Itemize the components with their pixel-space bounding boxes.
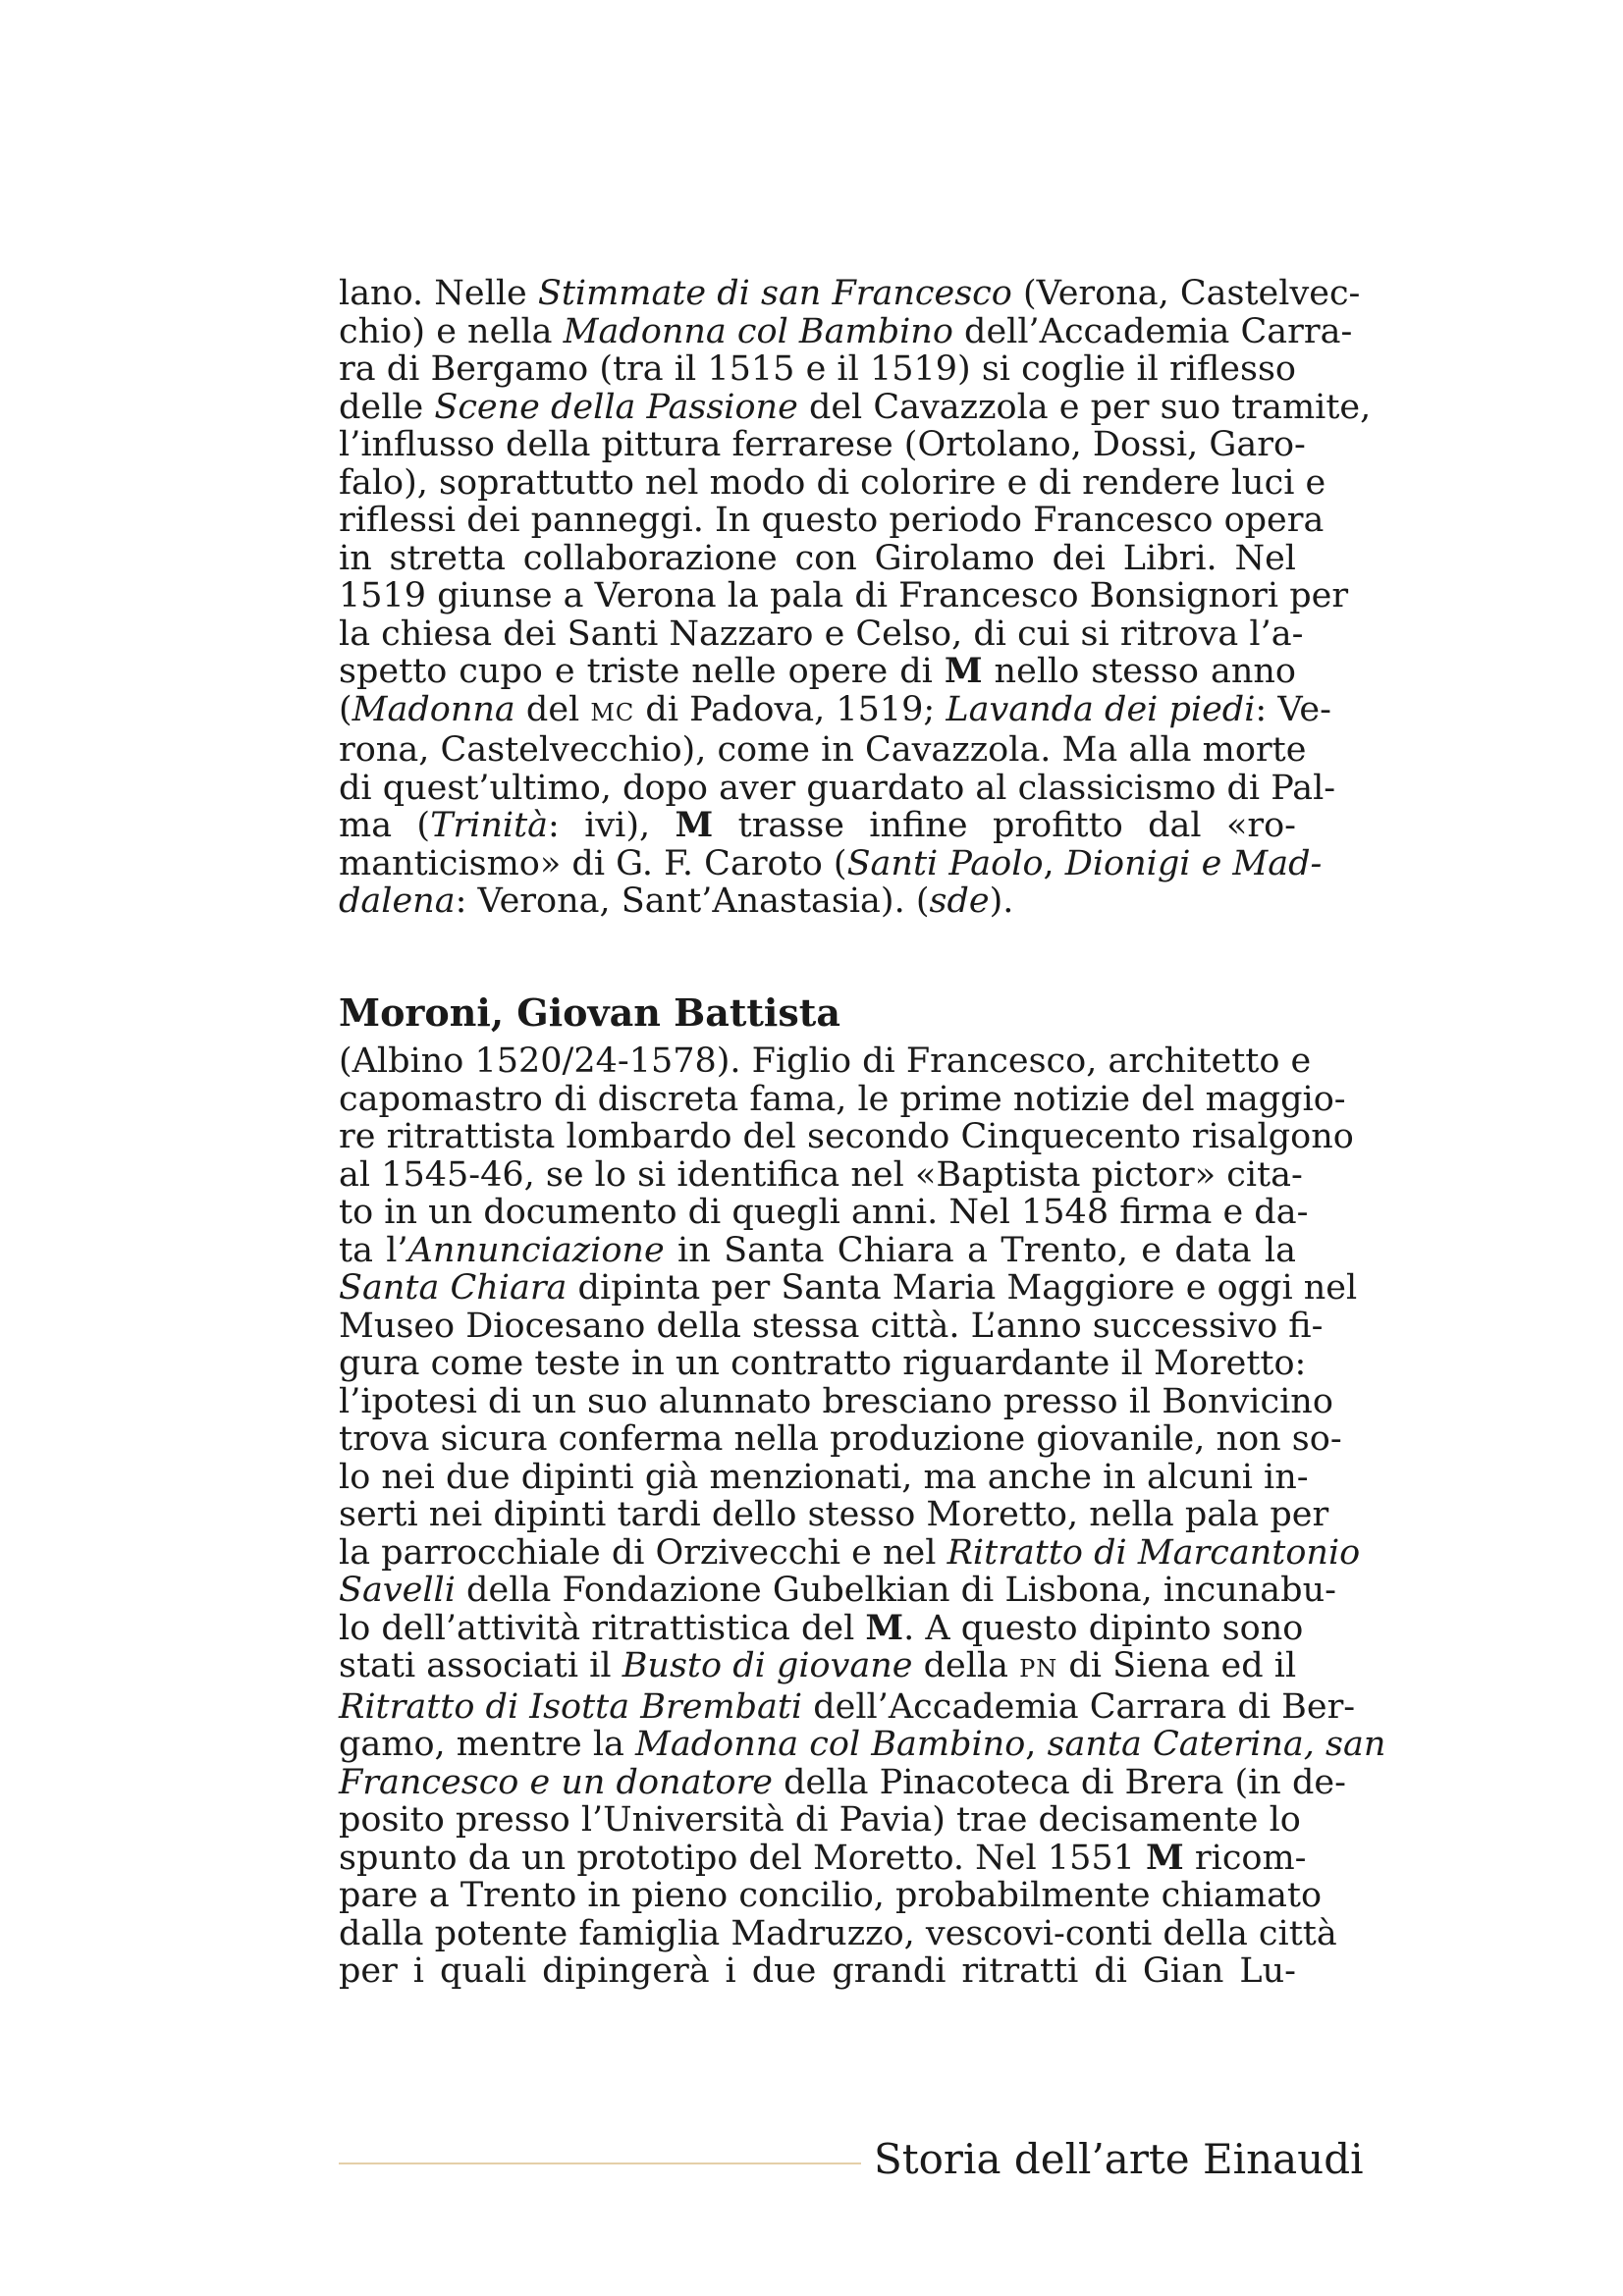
text-line: l’ipotesi di un suo alunnato bresciano presso il Bonvicino: [339, 1381, 1333, 1421]
text-line: la chiesa dei Santi Nazzaro e Celso, di cui si ritrova l’a-: [339, 614, 1304, 654]
text-line: spetto cupo e triste nelle opere di M nello stesso anno: [339, 651, 1296, 691]
text-line: Santa Chiara dipinta per Santa Maria Maggiore e oggi nel: [339, 1268, 1358, 1308]
text-line: riflessi dei panneggi. In questo periodo Francesco opera: [339, 501, 1325, 540]
text-line: Museo Diocesano della stessa città. L’anno successivo fi-: [339, 1306, 1324, 1346]
paragraph-moroni-entry: [339, 1041, 1386, 1991]
entry-heading: Moroni, Giovan Battista: [339, 990, 840, 1035]
text-line: trova sicura conferma nella produzione giovanile, non so-: [339, 1419, 1342, 1459]
paragraph-moretto-continuation: [339, 274, 1372, 921]
text-line: capomastro di discreta fama, le prime notizie del maggio-: [339, 1079, 1346, 1119]
text-line: stati associati il Busto di giovane della PN di Siena ed il: [339, 1646, 1297, 1685]
text-line: per i quali dipingerà i due grandi ritratti di Gian Lu-: [339, 1951, 1296, 1991]
text-line: Savelli della Fondazione Gubelkian di Lisbona, incunabu-: [339, 1571, 1336, 1610]
text-line: re ritrattista lombardo del secondo Cinquecento risalgono: [339, 1117, 1354, 1156]
text-line: gura come teste in un contratto riguardante il Moretto:: [339, 1344, 1307, 1383]
text-line: lo dell’attività ritrattistica del M. A questo dipinto sono: [339, 1607, 1304, 1648]
text-line: chio) e nella Madonna col Bambino dell’Accademia Carra-: [339, 311, 1353, 351]
text-line: 1519 giunse a Verona la pala di Francesco Bonsignori per: [339, 576, 1349, 615]
text-line: delle Scene della Passione del Cavazzola e per suo tramite,: [339, 387, 1372, 427]
footer-publication-title: Storia dell’arte Einaudi: [874, 2135, 1364, 2183]
text-line: pare a Trento in pieno concilio, probabilmente chiamato: [339, 1876, 1323, 1915]
text-line: ma (Trinità: ivi), M trasse infine profitto dal «ro-: [339, 805, 1297, 845]
text-line: posito presso l’Università di Pavia) trae decisamente lo: [339, 1800, 1301, 1840]
text-line: spunto da un prototipo del Moretto. Nel 1551 M ricom-: [339, 1837, 1307, 1878]
text-line: lo nei due dipinti già menzionati, ma anche in alcuni in-: [339, 1457, 1309, 1497]
footer-divider: [339, 2163, 861, 2164]
text-line: ra di Bergamo (tra il 1515 e il 1519) si coglie il riflesso: [339, 349, 1296, 389]
text-line: falo), soprattutto nel modo di colorire e di rendere luci e: [339, 462, 1326, 503]
text-line: lano. Nelle Stimmate di san Francesco (Verona, Castelvec-: [339, 274, 1361, 313]
text-line: di quest’ultimo, dopo aver guardato al classicismo di Pal-: [339, 768, 1336, 808]
text-line: Francesco e un donatore della Pinacoteca di Brera (in de-: [339, 1762, 1346, 1802]
text-line: manticismo» di G. F. Caroto (Santi Paolo, Dionigi e Mad-: [339, 843, 1323, 883]
text-line: dalla potente famiglia Madruzzo, vescovi-conti della città: [339, 1913, 1337, 1953]
text-line: ta l’Annunciazione in Santa Chiara a Trento, e data la: [339, 1230, 1296, 1270]
text-line: l’influsso della pittura ferrarese (Ortolano, Dossi, Garo-: [339, 425, 1306, 464]
text-line: (Madonna del MC di Padova, 1519; Lavanda dei piedi: Ve-: [339, 689, 1331, 729]
text-line: al 1545-46, se lo si identifica nel «Baptista pictor» cita-: [339, 1154, 1303, 1195]
text-line: to in un documento di quegli anni. Nel 1548 firma e da-: [339, 1193, 1309, 1232]
text-line: rona, Castelvecchio), come in Cavazzola. Ma alla morte: [339, 730, 1307, 770]
text-line: serti nei dipinti tardi dello stesso Moretto, nella pala per: [339, 1495, 1329, 1534]
text-line: in stretta collaborazione con Girolamo dei Libri. Nel: [339, 538, 1296, 578]
text-line: Ritratto di Isotta Brembati dell’Accademia Carrara di Ber-: [339, 1686, 1356, 1727]
text-line: (Albino 1520/24-1578). Figlio di Francesco, architetto e: [339, 1041, 1312, 1081]
text-line: dalena: Verona, Sant’Anastasia). (sde).: [339, 881, 1014, 921]
text-line: gamo, mentre la Madonna col Bambino, santa Caterina, san: [339, 1725, 1386, 1764]
text-line: la parrocchiale di Orzivecchi e nel Ritratto di Marcantonio: [339, 1532, 1361, 1573]
